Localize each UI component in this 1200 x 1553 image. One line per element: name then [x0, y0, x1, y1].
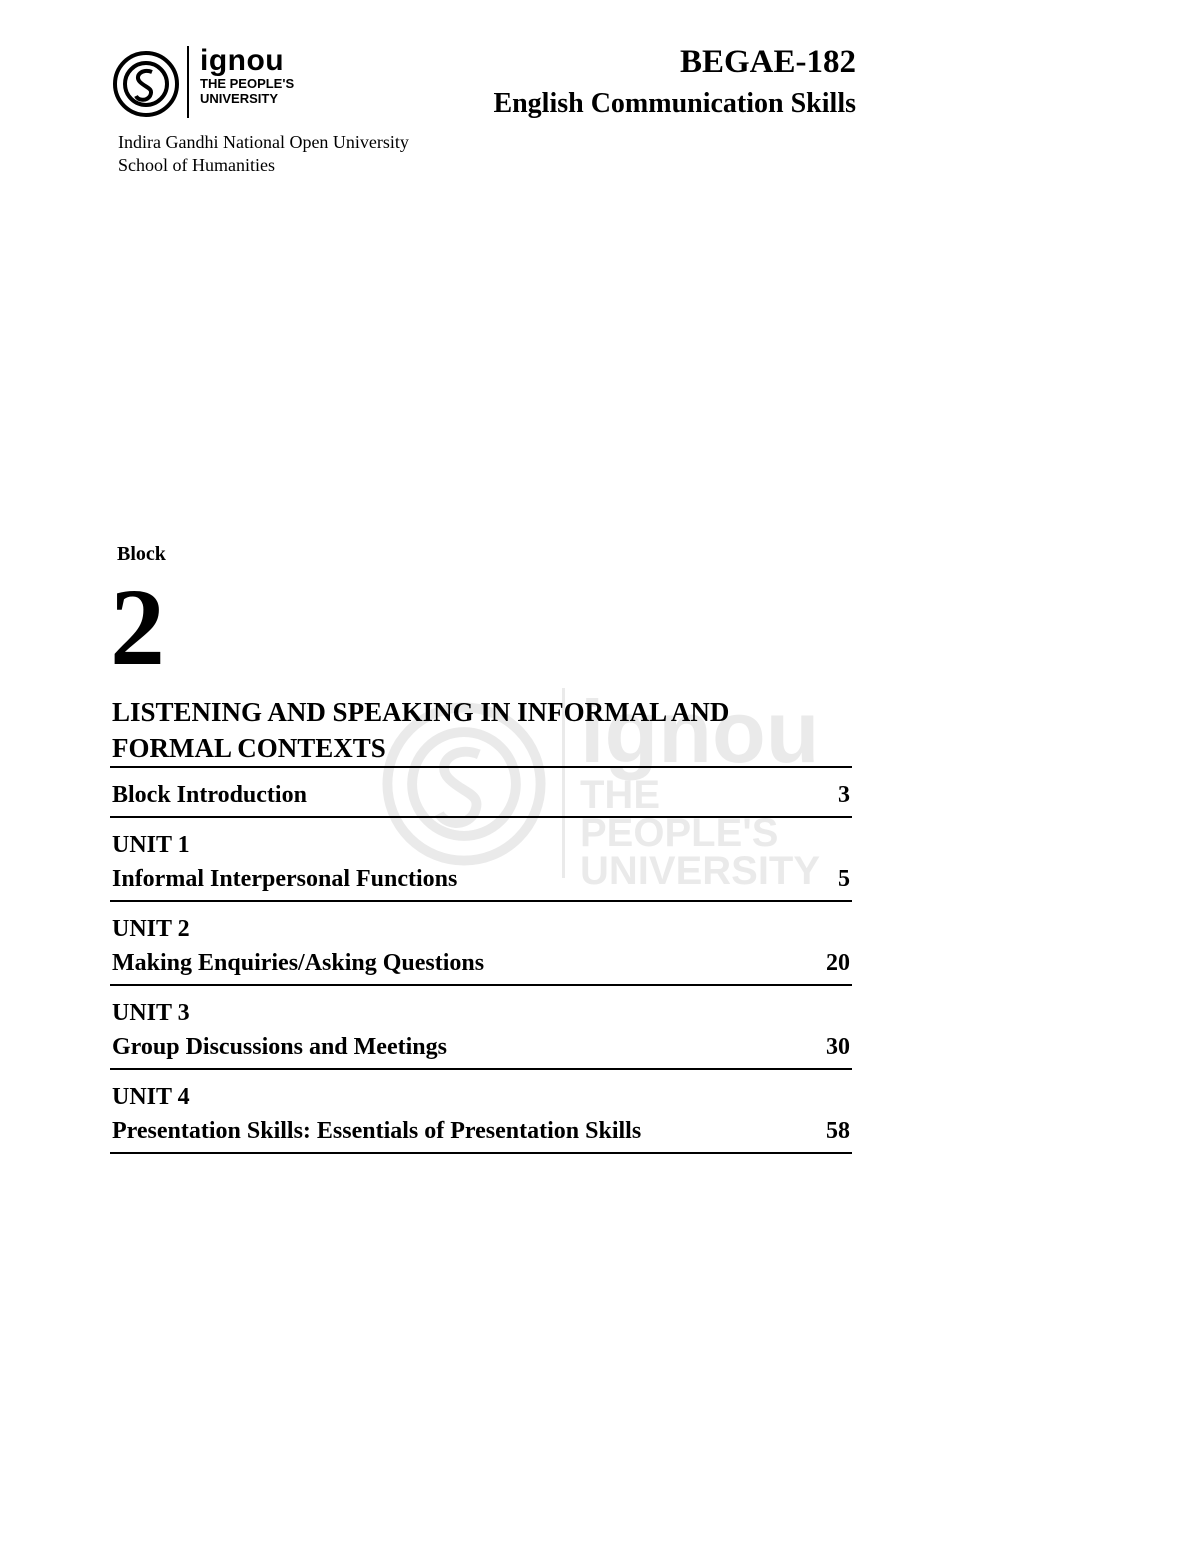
toc-unit-label: UNIT 3: [112, 1000, 190, 1026]
block-title-line-1: LISTENING AND SPEAKING IN INFORMAL AND: [112, 697, 730, 727]
toc-page: 3: [838, 782, 850, 808]
toc-title: Block Introduction: [112, 782, 307, 808]
toc-row-unit-3[interactable]: [110, 986, 852, 1070]
toc-unit-label: UNIT 4: [112, 1084, 190, 1110]
toc-row-unit-1[interactable]: [110, 818, 852, 902]
university-name: Indira Gandhi National Open University: [118, 132, 409, 152]
ignou-emblem-icon: [112, 50, 180, 118]
ignou-logo: [112, 44, 312, 120]
watermark-name: ignou: [580, 682, 820, 781]
toc-title: Presentation Skills: Essentials of Presentation Skills: [112, 1118, 642, 1144]
logo-tagline-1: THE PEOPLE'S: [200, 76, 295, 91]
school-name: School of Humanities: [118, 155, 275, 175]
toc-title: Informal Interpersonal Functions: [112, 866, 458, 892]
block-label: Block: [117, 543, 166, 565]
toc-page: 20: [826, 950, 850, 976]
toc-page: 5: [838, 866, 850, 892]
university-info: [118, 131, 409, 177]
toc-row-unit-4[interactable]: [110, 1070, 852, 1154]
watermark-tagline-2: UNIVERSITY: [580, 849, 821, 893]
logo-divider: [187, 46, 189, 118]
toc-row-unit-2[interactable]: [110, 902, 852, 986]
block-title: [112, 694, 812, 766]
block-title-line-2: FORMAL CONTEXTS: [112, 733, 386, 763]
toc-title: Group Discussions and Meetings: [112, 1034, 447, 1060]
toc-page: 58: [826, 1118, 850, 1144]
watermark-tagline-1: THE PEOPLE'S: [580, 773, 779, 855]
logo-tagline-2: UNIVERSITY: [200, 91, 279, 106]
table-of-contents: [110, 766, 852, 1154]
logo-name: ignou: [200, 44, 285, 77]
logo-wordmark: [200, 46, 294, 106]
toc-unit-label: UNIT 2: [112, 916, 190, 942]
block-number: 2: [110, 566, 165, 688]
toc-row-block-introduction[interactable]: [110, 768, 852, 818]
toc-title: Making Enquiries/Asking Questions: [112, 950, 485, 976]
course-code: BEGAE-182: [679, 44, 856, 80]
toc-page: 30: [826, 1034, 850, 1060]
course-title: English Communication Skills: [493, 88, 856, 119]
toc-unit-label: UNIT 1: [112, 832, 190, 858]
